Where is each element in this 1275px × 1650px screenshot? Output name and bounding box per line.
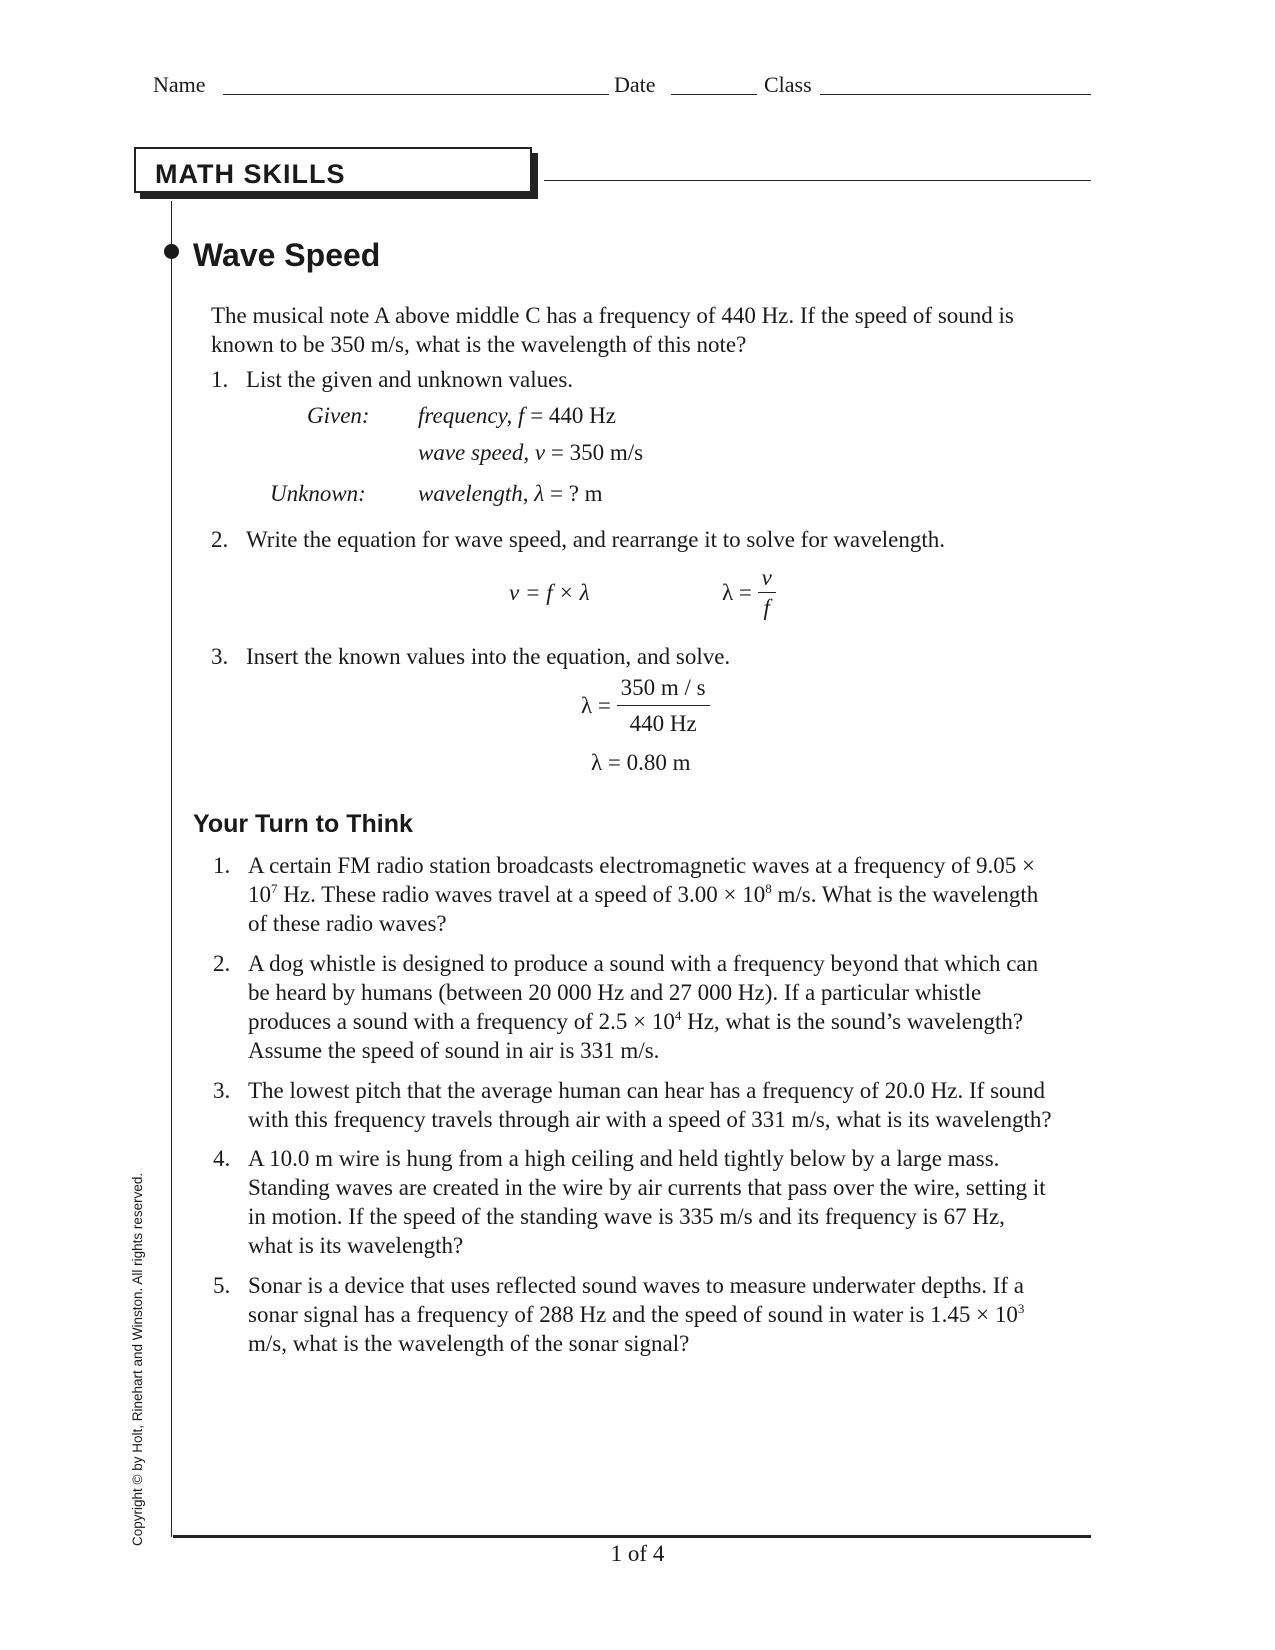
question-line: with this frequency travels through air with a speed of 331 m/s, what is its wavelength? (248, 1107, 1052, 1132)
question-line: A certain FM radio station broadcasts electromagnetic waves at a frequency of 9.05 × (248, 853, 1036, 878)
given-speed (418, 438, 643, 467)
equation-result: λ = 0.80 m (591, 750, 691, 775)
question-number: 1. (213, 853, 231, 878)
sub-lhs: λ = (581, 693, 611, 718)
class-field-line[interactable] (820, 94, 1091, 95)
eq2-fraction (758, 563, 776, 622)
sub-numerator: 350 m / s (617, 673, 710, 706)
date-label: Date (614, 72, 656, 97)
question-text-part: Hz. These radio waves travel at a speed of 3.00 × 10 (277, 882, 766, 907)
exponent: 8 (765, 881, 772, 896)
step-number: 3. (211, 644, 229, 669)
copyright-notice: Copyright © by Holt, Rinehart and Winston. All rights reserved. (130, 1172, 145, 1546)
given-frequency (418, 401, 616, 430)
exponent: 3 (1017, 1301, 1025, 1316)
question-1 (213, 851, 1093, 941)
question-5 (213, 1271, 1093, 1361)
footer-rule (173, 1535, 1091, 1538)
section-rule (544, 180, 1091, 181)
question-text (248, 1076, 1093, 1134)
equation-substituted (581, 673, 710, 738)
section-label: MATH SKILLS (155, 159, 346, 189)
question-line: The lowest pitch that the average human can hear has a frequency of 20.0 Hz. If sound (248, 1078, 1046, 1103)
your-turn-title: Your Turn to Think (193, 810, 413, 838)
question-text-part: sonar signal has a frequency of 288 Hz and the speed of sound in water is 1.45 × 10 (248, 1302, 1018, 1327)
given-speed-value: = 350 m/s (550, 440, 644, 465)
given-speed-name: wave speed, v (418, 440, 546, 465)
equation-rearranged (722, 563, 776, 622)
problem-line-2: known to be 350 m/s, what is the wavelength of this note? (211, 332, 747, 357)
question-line: in motion. If the speed of the standing wave is 335 m/s and its frequency is 67 Hz, (248, 1204, 1005, 1229)
question-line (248, 1300, 1093, 1329)
name-label: Name (153, 72, 206, 97)
eq2-denominator: f (763, 595, 770, 620)
question-line: m/s, what is the wavelength of the sonar signal? (248, 1331, 690, 1356)
margin-rule (171, 201, 172, 1537)
exponent: 4 (674, 1008, 682, 1023)
question-text (248, 851, 1093, 938)
sub-fraction (617, 673, 710, 738)
question-line: Assume the speed of sound in air is 331 m/s. (248, 1038, 660, 1063)
page-number: 1 of 4 (610, 1541, 665, 1566)
question-line: A 10.0 m wire is hung from a high ceiling and held tightly below by a large mass. (248, 1146, 1000, 1171)
question-text (248, 949, 1093, 1065)
class-label: Class (764, 72, 812, 97)
given-label: Given: (307, 403, 370, 428)
question-line: of these radio waves? (248, 911, 447, 936)
question-number: 2. (213, 951, 231, 976)
step-text: Write the equation for wave speed, and rearrange it to solve for wavelength. (246, 527, 946, 552)
question-text-part: Hz, what is the sound’s wavelength? (681, 1009, 1024, 1034)
step-text: List the given and unknown values. (246, 367, 574, 392)
eq2-numerator: v (758, 563, 776, 593)
unknown-label: Unknown: (270, 481, 366, 506)
question-text (248, 1144, 1093, 1260)
sub-denominator: 440 Hz (629, 711, 697, 736)
question-line: be heard by humans (between 20 000 Hz and 27 000 Hz). If a particular whistle (248, 980, 982, 1005)
step-number: 2. (211, 527, 229, 552)
question-2 (213, 949, 1093, 1069)
question-number: 4. (213, 1146, 231, 1171)
page-title: Wave Speed (193, 237, 381, 273)
step-text: Insert the known values into the equation, and solve. (246, 644, 731, 669)
date-field-line[interactable] (671, 94, 757, 95)
question-line: Standing waves are created in the wire by air currents that pass over the wire, setting it (248, 1175, 1046, 1200)
question-text-part: m/s. What is the wavelength (771, 882, 1039, 907)
unknown-wavelength (418, 479, 603, 508)
eq2-lhs: λ = (722, 580, 752, 605)
question-line: A dog whistle is designed to produce a sound with a frequency beyond that which can (248, 951, 1039, 976)
question-4 (213, 1144, 1093, 1264)
name-field-line[interactable] (223, 94, 609, 95)
question-line: what is its wavelength? (248, 1233, 464, 1258)
question-number: 5. (213, 1273, 231, 1298)
exponent: 7 (271, 881, 278, 896)
unknown-name: wavelength, λ (418, 481, 545, 506)
bullet-icon (164, 244, 179, 259)
question-number: 3. (213, 1078, 231, 1103)
question-line: Sonar is a device that uses reflected sound waves to measure underwater depths. If a (248, 1273, 1024, 1298)
question-3 (213, 1076, 1093, 1136)
question-text (248, 1271, 1093, 1358)
given-frequency-value: = 440 Hz (530, 403, 616, 428)
unknown-value: = ? m (549, 481, 603, 506)
question-text-part: 10 (248, 882, 271, 907)
question-line (248, 880, 1093, 909)
step-number: 1. (211, 367, 229, 392)
question-line (248, 1007, 1093, 1036)
problem-line-1: The musical note A above middle C has a frequency of 440 Hz. If the speed of sound is (211, 303, 1014, 328)
question-text-part: produces a sound with a frequency of 2.5 × 10 (248, 1009, 675, 1034)
given-frequency-name: frequency, f (418, 403, 525, 428)
equation-wave-speed: v = f × λ (509, 580, 590, 605)
